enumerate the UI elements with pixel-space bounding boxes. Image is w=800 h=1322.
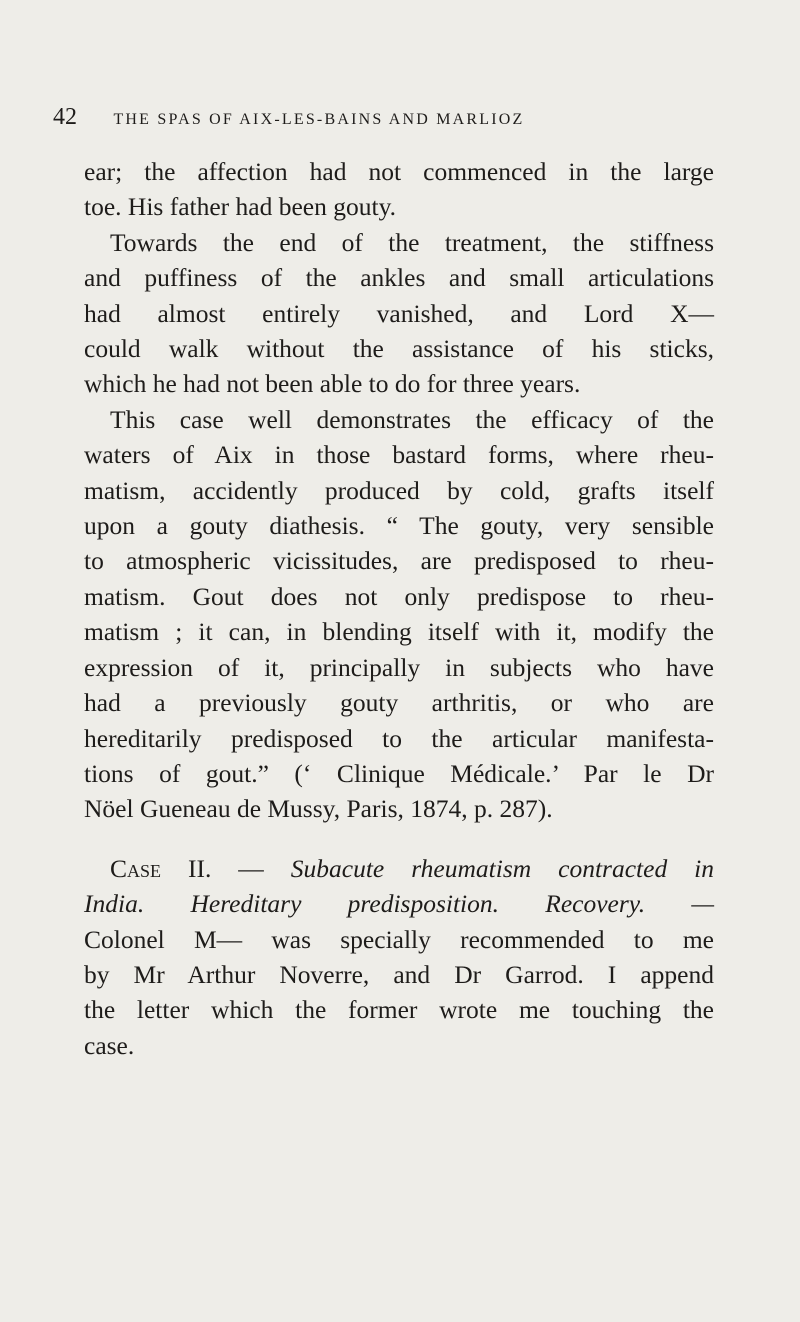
text-line: could walk without the assistance of his sticks, bbox=[84, 334, 714, 364]
body-text bbox=[84, 154, 714, 1063]
text-line: had almost entirely vanished, and Lord X— bbox=[84, 298, 714, 328]
case-label: Case bbox=[110, 853, 162, 883]
text-line: waters of Aix in those bastard forms, where rheu- bbox=[84, 440, 714, 470]
text-line: expression of it, principally in subjects who have bbox=[84, 652, 714, 682]
text-line: Colonel M— was specially recommended to me bbox=[84, 924, 714, 954]
text-line: hereditarily predisposed to the articular manifesta- bbox=[84, 723, 714, 753]
text-line: ear; the affection had not commenced in the large bbox=[84, 157, 714, 186]
text-line: and puffiness of the ankles and small articulations bbox=[84, 263, 714, 293]
case-heading-continued bbox=[84, 886, 714, 921]
page-number: 42 bbox=[53, 104, 77, 130]
text-line: matism. Gout does not only predispose to rheu- bbox=[84, 581, 714, 611]
paragraph-gap bbox=[84, 827, 714, 851]
text-line: case. bbox=[84, 1030, 135, 1060]
case-heading bbox=[84, 851, 714, 886]
text-line: the letter which the former wrote me touching the bbox=[84, 995, 714, 1025]
running-head bbox=[53, 104, 753, 131]
text-line: had a previously gouty arthritis, or who are bbox=[84, 688, 714, 718]
text-line: upon a gouty diathesis. “ The gouty, very sensible bbox=[84, 511, 714, 541]
text-line: This case well demonstrates the efficacy of the bbox=[110, 404, 714, 434]
case-heading-line2: India. Hereditary predisposition. Recovery. — bbox=[84, 889, 714, 919]
text-line: Towards the end of the treatment, the stiffness bbox=[110, 227, 714, 257]
text-line: to atmospheric vicissitudes, are predisposed to rheu- bbox=[84, 546, 714, 576]
text-line: toe. His father had been gouty. bbox=[84, 192, 397, 222]
text-line: tions of gout.” (‘ Clinique Médicale.’ Par le Dr bbox=[84, 758, 714, 788]
text-line: by Mr Arthur Noverre, and Dr Garrod. I append bbox=[84, 959, 714, 989]
text-line: matism ; it can, in blending itself with it, modify the bbox=[84, 617, 714, 647]
text-line: matism, accidently produced by cold, grafts itself bbox=[84, 475, 714, 505]
case-number: II. — bbox=[187, 853, 264, 883]
text-line: Nöel Gueneau de Mussy, Paris, 1874, p. 287). bbox=[84, 794, 553, 824]
text-line: which he had not been able to do for three years. bbox=[84, 369, 581, 399]
case-heading-line1: Subacute rheumatism contracted in bbox=[290, 853, 714, 883]
running-title: THE SPAS OF AIX-LES-BAINS AND MARLIOZ bbox=[113, 111, 525, 128]
